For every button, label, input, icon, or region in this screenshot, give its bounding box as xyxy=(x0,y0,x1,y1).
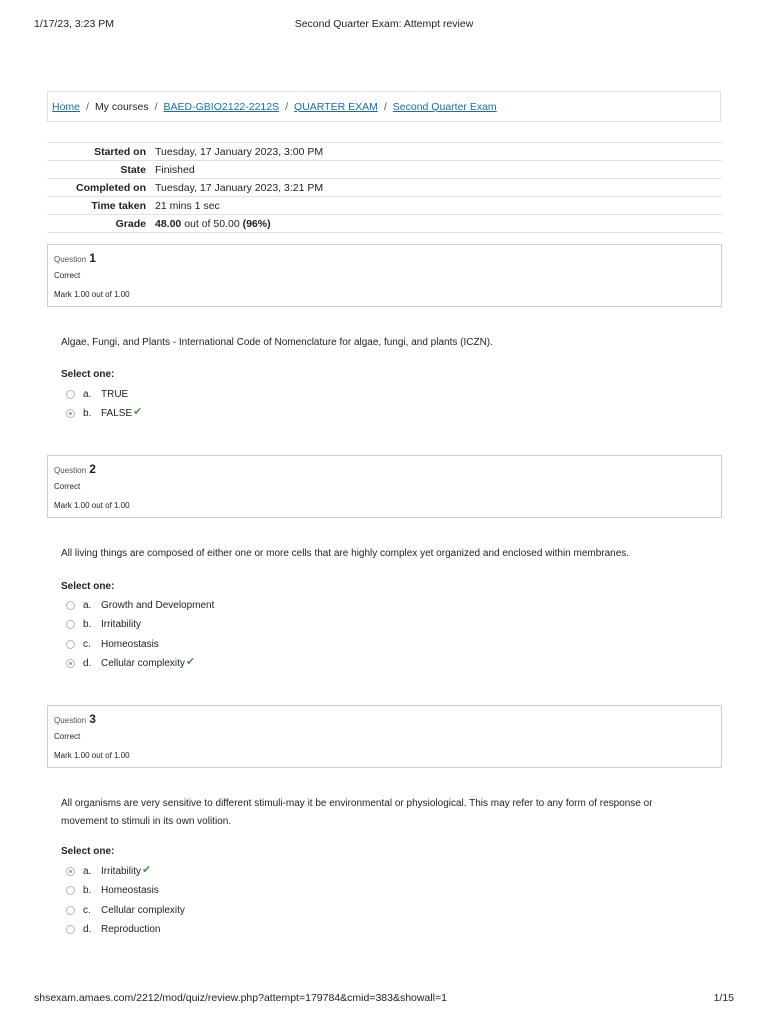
summary-value: 21 mins 1 sec xyxy=(155,199,220,212)
summary-row-grade xyxy=(47,215,722,233)
question-label: Question xyxy=(54,716,87,725)
summary-value: Finished xyxy=(155,163,195,176)
question-info-2 xyxy=(47,455,722,518)
answer-option[interactable] xyxy=(66,406,142,420)
radio-icon[interactable] xyxy=(66,409,75,418)
breadcrumb-separator: / xyxy=(383,100,387,113)
answer-letter: a. xyxy=(83,388,92,400)
breadcrumb-course-link[interactable]: BAED-GBIO2122-2212S xyxy=(163,100,280,113)
breadcrumb xyxy=(47,91,721,122)
answer-text: Homeostasis xyxy=(101,884,159,896)
question-text: Algae, Fungi, and Plants - International Code of Nomenclature for algae, fungi, and plants (ICZN). xyxy=(61,337,493,348)
answer-text: FALSE xyxy=(101,407,133,419)
question-number-line xyxy=(54,251,96,265)
attempt-summary-table xyxy=(47,142,722,233)
radio-icon[interactable] xyxy=(66,659,75,668)
radio-icon[interactable] xyxy=(66,640,75,649)
summary-row-started xyxy=(47,143,722,161)
breadcrumb-exam-link[interactable]: Second Quarter Exam xyxy=(392,100,497,113)
summary-row-completed xyxy=(47,179,722,197)
grade-out-of: out of 50.00 xyxy=(181,217,243,230)
answer-option[interactable] xyxy=(66,598,214,612)
radio-icon[interactable] xyxy=(66,601,75,610)
check-icon: ✔ xyxy=(185,655,196,668)
summary-value xyxy=(152,215,722,233)
answer-option[interactable] xyxy=(66,864,151,878)
page-number: 1/15 xyxy=(713,992,734,1004)
question-mark: Mark 1.00 out of 1.00 xyxy=(54,751,130,760)
answer-text: Cellular complexity xyxy=(101,904,185,916)
question-info-3 xyxy=(47,705,722,768)
summary-row-time-taken xyxy=(47,197,722,215)
breadcrumb-separator: / xyxy=(285,100,289,113)
answer-letter: b. xyxy=(83,407,92,419)
question-number-line xyxy=(54,462,96,476)
answer-letter: c. xyxy=(83,638,91,650)
question-info-1 xyxy=(47,244,722,307)
select-one-label: Select one: xyxy=(61,846,115,857)
summary-label: Started on xyxy=(94,145,146,158)
breadcrumb-my-courses: My courses xyxy=(94,100,149,113)
question-text: All organisms are very sensitive to different stimuli-may it be environmental or physiological. This may refer to any form of response or movement to stimuli in its own volition. xyxy=(61,798,653,827)
question-label: Question xyxy=(54,466,87,475)
question-number-line xyxy=(54,712,96,726)
summary-label: State xyxy=(120,163,146,176)
answer-option[interactable] xyxy=(66,883,159,897)
breadcrumb-separator: / xyxy=(154,100,158,113)
answer-letter: a. xyxy=(83,865,92,877)
answer-letter: c. xyxy=(83,904,91,916)
question-number: 3 xyxy=(89,712,96,726)
radio-icon[interactable] xyxy=(66,390,75,399)
print-footer xyxy=(34,992,734,1006)
breadcrumb-separator: / xyxy=(86,100,89,113)
page-url: shsexam.amaes.com/2212/mod/quiz/review.php?attempt=179784&cmid=383&showall=1 xyxy=(34,992,447,1004)
radio-icon[interactable] xyxy=(66,925,75,934)
answer-option[interactable] xyxy=(66,637,159,651)
breadcrumb-home-link[interactable]: Home xyxy=(52,100,81,113)
print-title: Second Quarter Exam: Attempt review xyxy=(294,18,474,30)
question-state: Correct xyxy=(54,271,81,280)
radio-icon[interactable] xyxy=(66,906,75,915)
answer-letter: d. xyxy=(83,657,92,669)
answer-letter: d. xyxy=(83,923,92,935)
answer-text: Growth and Development xyxy=(101,599,215,611)
summary-row-state xyxy=(47,161,722,179)
question-state: Correct xyxy=(54,732,81,741)
select-one-label: Select one: xyxy=(61,369,115,380)
question-label: Question xyxy=(54,255,87,264)
question-mark: Mark 1.00 out of 1.00 xyxy=(54,501,130,510)
summary-label: Completed on xyxy=(76,181,146,194)
answer-text: Homeostasis xyxy=(101,638,159,650)
answer-text: Irritability xyxy=(101,865,142,877)
print-header xyxy=(34,18,734,32)
answer-option[interactable] xyxy=(66,903,185,917)
print-date: 1/17/23, 3:23 PM xyxy=(34,18,114,30)
grade-percent: (96%) xyxy=(242,217,271,230)
question-number: 2 xyxy=(89,462,96,476)
answer-text: Reproduction xyxy=(101,923,161,935)
answer-letter: b. xyxy=(83,884,92,896)
question-mark: Mark 1.00 out of 1.00 xyxy=(54,290,130,299)
summary-label: Grade xyxy=(115,217,146,230)
question-state: Correct xyxy=(54,482,81,491)
question-number: 1 xyxy=(89,251,96,265)
grade-score: 48.00 xyxy=(155,217,182,230)
answer-option[interactable] xyxy=(66,387,128,401)
answer-option[interactable] xyxy=(66,617,141,631)
radio-icon[interactable] xyxy=(66,867,75,876)
answer-text: Irritability xyxy=(101,618,142,630)
answer-text: Cellular complexity xyxy=(101,657,185,669)
answer-option[interactable] xyxy=(66,656,195,670)
check-icon: ✔ xyxy=(142,863,152,876)
question-text: All living things are composed of either one or more cells that are highly complex yet organized and enclosed within membranes. xyxy=(61,548,630,559)
summary-label: Time taken xyxy=(91,199,146,212)
summary-value: Tuesday, 17 January 2023, 3:21 PM xyxy=(155,181,324,194)
answer-letter: b. xyxy=(83,618,92,630)
radio-icon[interactable] xyxy=(66,620,75,629)
answer-text: TRUE xyxy=(101,388,129,400)
radio-icon[interactable] xyxy=(66,886,75,895)
answer-option[interactable] xyxy=(66,922,160,936)
summary-value: Tuesday, 17 January 2023, 3:00 PM xyxy=(155,145,324,158)
answer-letter: a. xyxy=(83,599,92,611)
breadcrumb-section-link[interactable]: QUARTER EXAM xyxy=(294,100,378,113)
select-one-label: Select one: xyxy=(61,581,115,592)
check-icon: ✔ xyxy=(133,405,143,418)
